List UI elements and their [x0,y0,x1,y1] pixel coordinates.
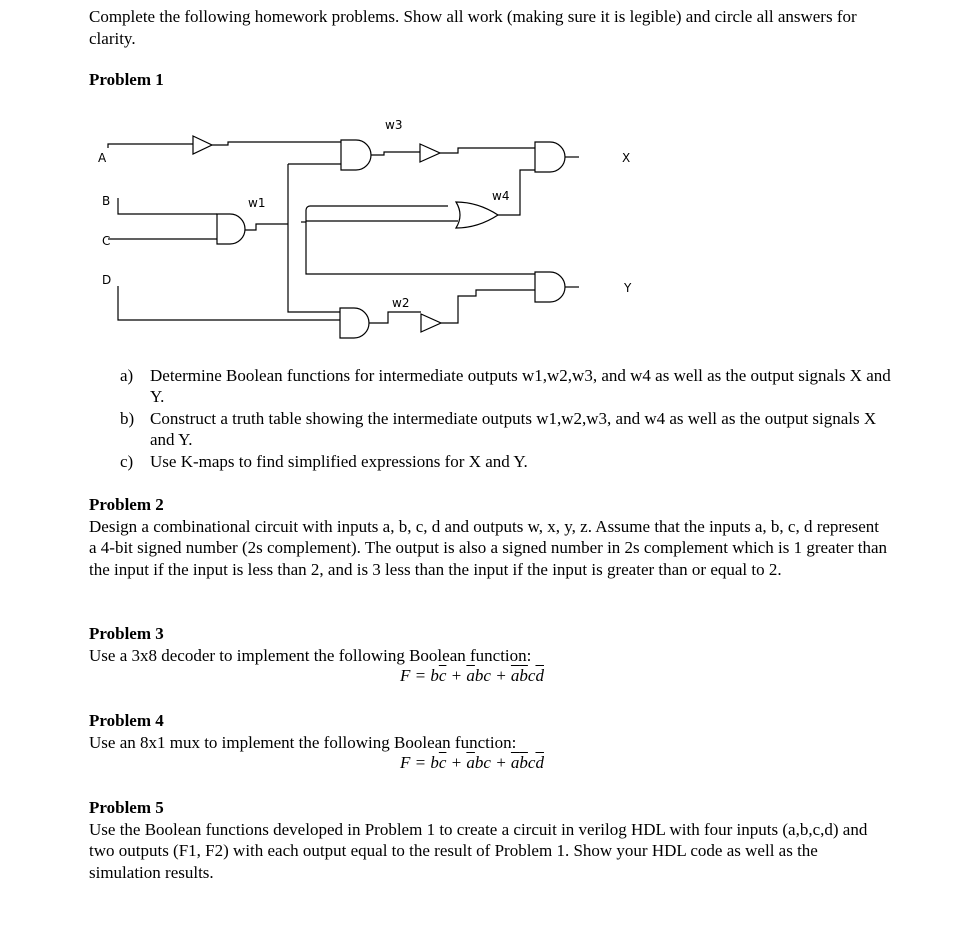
problem-3-title: Problem 3 [89,624,164,643]
intro-text: Complete the following homework problems. Show all work (making sure it is legible) and circle all answers for clarity. [89,7,857,48]
wire-label-w4: w4 [492,189,510,203]
output-label-y: Y [624,281,632,295]
input-label-c: C [102,234,111,248]
question-c: c) Use K-maps to find simplified expressions for X and Y. [120,452,528,471]
problem-4-formula: $F = b\overline{c} + \overline{a}bc + \overline{a}\overline{b}c\overline{d}$ [400,753,544,772]
problem-2-section [89,494,889,580]
problem-4-text: Use an 8x1 mux to implement the following Boolean function: [89,732,517,752]
input-label-d: D [102,273,112,287]
output-label-x: X [622,151,631,165]
problem-2-text: Design a combinational circuit with inputs a, b, c, d and outputs w, x, y, z. Assume that the inputs a, b, c, d represent a 4-bit signed number (2s complement). The output is also a signed number in 2s complement which is 1 greater than the input if the input is less than 2, and is 3 less than the input if the input is greater than or equal to 2. [89,516,888,579]
input-label-a: A [98,151,107,165]
problem-4-section [89,710,889,753]
logic-circuit-diagram [88,112,648,344]
problem-5-text: Use the Boolean functions developed in Problem 1 to create a circuit in verilog HDL with four inputs (a,b,c,d) and two outputs (F1, F2) with each output equal to the result of Problem 1. Show your HDL code as well as the simulation results. [89,819,868,882]
problem-3-formula: $F = b\overline{c} + \overline{a}bc + \overline{a}\overline{b}c\overline{d}$ [400,666,544,685]
input-label-b: B [102,194,111,208]
problem-5-title: Problem 5 [89,798,164,817]
problem-3-text: Use a 3x8 decoder to implement the following Boolean function: [89,645,532,665]
problem-1-title: Problem 1 [89,70,164,89]
problem-4-title: Problem 4 [89,711,164,730]
wire-label-w1: w1 [248,196,266,210]
question-b: b) Construct a truth table showing the intermediate outputs w1,w2,w3, and w4 as well as the output signals X and Y. [120,409,877,449]
problem-5-section [89,797,889,883]
wire-label-w2: w2 [392,296,410,310]
question-a: a) Determine Boolean functions for intermediate outputs w1,w2,w3, and w4 as well as the output signals X and Y. [120,366,891,406]
problem-1-questions [120,365,900,473]
problem-3-section [89,623,889,666]
problem-2-title: Problem 2 [89,495,164,514]
wire-label-w3: w3 [385,118,403,132]
